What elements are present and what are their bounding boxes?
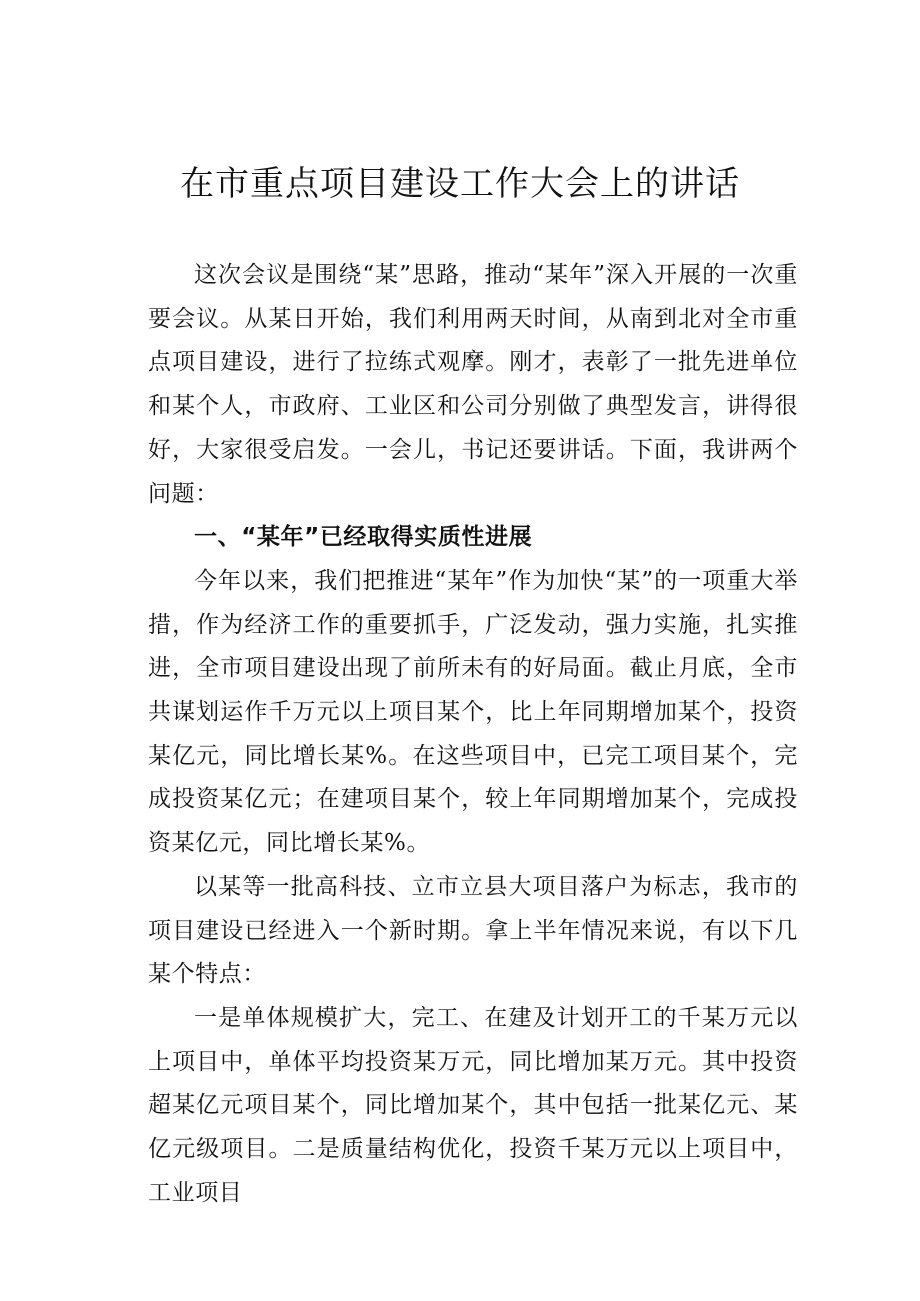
document-title: 在市重点项目建设工作大会上的讲话	[180, 164, 740, 204]
paragraph-features: 一是单体规模扩大，完工、在建及计划开工的千某万元以上项目中，单体平均投资某万元，同比增加某万元。其中投资超某亿元项目某个，同比增加某个，其中包括一批某亿元、某亿元级项目。二是质量结构优化，投资千某万元以上项目中，工业项目	[148, 1004, 798, 1206]
paragraph-new-period: 以某等一批高科技、立市立县大项目落户为标志，我市的项目建设已经进入一个新时期。拿上半年情况来说，有以下几某个特点：	[148, 873, 798, 988]
paragraph-progress: 今年以来，我们把推进“某年”作为加快“某”的一项重大举措，作为经济工作的重要抓手，广泛发动，强力实施，扎实推进，全市项目建设出现了前所未有的好局面。截止月底，全市共谋划运作千万元以上项目某个，比上年同期增加某个，投资某亿元，同比增长某%。在这些项目中，已完工项目某个，完成投资某亿元；在建项目某个，较上年同期增加某个，完成投资某亿元，同比增长某%。	[148, 567, 798, 857]
section-heading: 一、“某年”已经取得实质性进展	[194, 524, 533, 551]
document-body	[148, 254, 798, 1215]
paragraph-intro: 这次会议是围绕“某”思路，推动“某年”深入开展的一次重要会议。从某日开始，我们利用两天时间，从南到北对全市重点项目建设，进行了拉练式观摩。刚才，表彰了一批先进单位和某个人，市政府、工业区和公司分别做了典型发言，讲得很好，大家很受启发。一会儿，书记还要讲话。下面，我讲两个问题：	[148, 262, 798, 507]
